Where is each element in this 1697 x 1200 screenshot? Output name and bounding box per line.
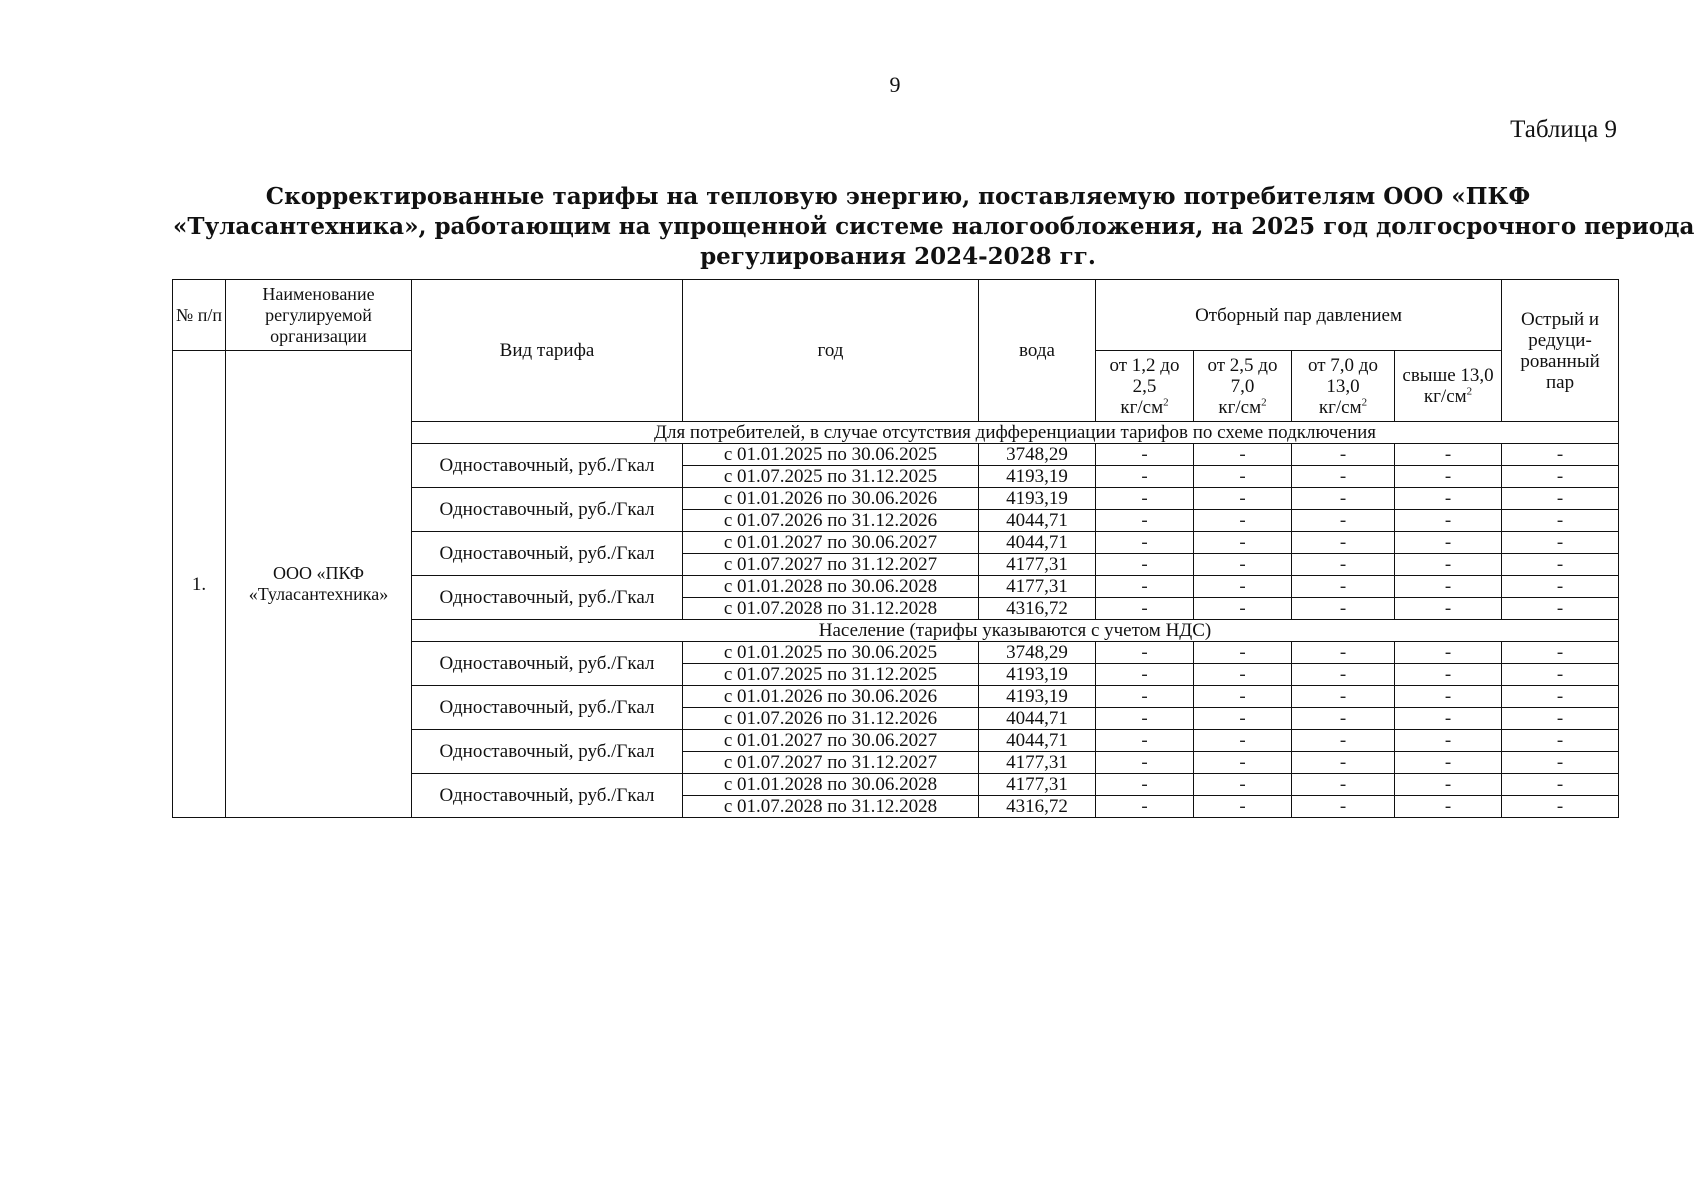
header-year: год — [683, 280, 979, 422]
header-steam-3-range: от 7,0 до 13,0 — [1308, 354, 1378, 397]
empty-value-cell: - — [1194, 444, 1292, 466]
water-value-cell: 4193,19 — [979, 686, 1096, 708]
empty-value-cell: - — [1502, 642, 1619, 664]
empty-value-cell: - — [1502, 510, 1619, 532]
water-value-cell: 4044,71 — [979, 730, 1096, 752]
header-steam-1-unit-exp: 2 — [1163, 396, 1169, 409]
empty-value-cell: - — [1096, 730, 1194, 752]
empty-value-cell: - — [1395, 642, 1502, 664]
empty-value-cell: - — [1194, 510, 1292, 532]
header-sharp-steam: Острый и редуци-рованный пар — [1502, 280, 1619, 422]
water-value-cell: 4316,72 — [979, 796, 1096, 818]
header-steam-2 — [1194, 351, 1292, 422]
empty-value-cell: - — [1292, 730, 1395, 752]
empty-value-cell: - — [1395, 686, 1502, 708]
tariff-type-cell: Одноставочный, руб./Гкал — [412, 576, 683, 620]
header-steam-4 — [1395, 351, 1502, 422]
header-org: Наименование регулируемой организации — [226, 280, 412, 351]
period-cell: с 01.07.2027 по 31.12.2027 — [683, 554, 979, 576]
empty-value-cell: - — [1194, 730, 1292, 752]
period-cell: с 01.07.2028 по 31.12.2028 — [683, 598, 979, 620]
section-title: Для потребителей, в случае отсутствия дифференциации тарифов по схеме подключения — [412, 422, 1619, 444]
period-cell: с 01.01.2027 по 30.06.2027 — [683, 730, 979, 752]
header-steam-2-unit: кг/см — [1218, 396, 1262, 418]
tariff-type-cell: Одноставочный, руб./Гкал — [412, 488, 683, 532]
empty-value-cell: - — [1096, 796, 1194, 818]
section-title: Население (тарифы указываются с учетом НДС) — [412, 620, 1619, 642]
empty-value-cell: - — [1395, 730, 1502, 752]
empty-value-cell: - — [1292, 488, 1395, 510]
empty-value-cell: - — [1502, 752, 1619, 774]
empty-value-cell: - — [1096, 774, 1194, 796]
header-steam-2-range: от 2,5 до 7,0 — [1207, 354, 1278, 397]
empty-value-cell: - — [1292, 444, 1395, 466]
table-label: Таблица 9 — [1510, 116, 1617, 143]
empty-value-cell: - — [1502, 532, 1619, 554]
water-value-cell: 4044,71 — [979, 532, 1096, 554]
water-value-cell: 3748,29 — [979, 642, 1096, 664]
period-cell: с 01.01.2025 по 30.06.2025 — [683, 444, 979, 466]
empty-value-cell: - — [1292, 554, 1395, 576]
empty-value-cell: - — [1292, 598, 1395, 620]
header-tariff-type: Вид тарифа — [412, 280, 683, 422]
tariff-type-cell: Одноставочный, руб./Гкал — [412, 642, 683, 686]
water-value-cell: 4193,19 — [979, 488, 1096, 510]
empty-value-cell: - — [1194, 708, 1292, 730]
empty-value-cell: - — [1395, 708, 1502, 730]
empty-value-cell: - — [1502, 598, 1619, 620]
tariff-type-cell: Одноставочный, руб./Гкал — [412, 774, 683, 818]
empty-value-cell: - — [1096, 510, 1194, 532]
empty-value-cell: - — [1292, 796, 1395, 818]
empty-value-cell: - — [1194, 488, 1292, 510]
empty-value-cell: - — [1395, 664, 1502, 686]
empty-value-cell: - — [1395, 510, 1502, 532]
empty-value-cell: - — [1194, 576, 1292, 598]
water-value-cell: 4177,31 — [979, 774, 1096, 796]
empty-value-cell: - — [1096, 444, 1194, 466]
empty-value-cell: - — [1502, 576, 1619, 598]
water-value-cell: 4193,19 — [979, 466, 1096, 488]
water-value-cell: 4177,31 — [979, 752, 1096, 774]
empty-value-cell: - — [1292, 510, 1395, 532]
tariff-type-cell: Одноставочный, руб./Гкал — [412, 532, 683, 576]
header-steam-4-unit: кг/см — [1423, 386, 1467, 407]
empty-value-cell: - — [1395, 488, 1502, 510]
header-steam-3-unit: кг/см — [1318, 396, 1362, 418]
empty-value-cell: - — [1096, 642, 1194, 664]
empty-value-cell: - — [1502, 730, 1619, 752]
water-value-cell: 3748,29 — [979, 444, 1096, 466]
document-title — [173, 182, 1695, 272]
empty-value-cell: - — [1292, 774, 1395, 796]
title-line-2: «Туласантехника», работающим на упрощенной системе налогообложения, на 2025 год долгосрочного периода — [173, 213, 1695, 240]
title-line-1: Скорректированные тарифы на тепловую энергию, поставляемую потребителям ООО «ПКФ — [265, 183, 1531, 210]
empty-value-cell: - — [1395, 576, 1502, 598]
tariff-type-cell: Одноставочный, руб./Гкал — [412, 444, 683, 488]
empty-value-cell: - — [1292, 752, 1395, 774]
page-number: 9 — [889, 72, 901, 97]
empty-value-cell: - — [1096, 708, 1194, 730]
header-steam-2-unit-exp: 2 — [1261, 396, 1267, 409]
header-water: вода — [979, 280, 1096, 422]
empty-value-cell: - — [1395, 752, 1502, 774]
header-steam-4-range: свыше 13,0 — [1402, 365, 1494, 386]
period-cell: с 01.07.2025 по 31.12.2025 — [683, 664, 979, 686]
empty-value-cell: - — [1194, 686, 1292, 708]
empty-value-cell: - — [1096, 598, 1194, 620]
empty-value-cell: - — [1096, 576, 1194, 598]
empty-value-cell: - — [1194, 598, 1292, 620]
header-steam-3 — [1292, 351, 1395, 422]
period-cell: с 01.01.2028 по 30.06.2028 — [683, 774, 979, 796]
empty-value-cell: - — [1292, 642, 1395, 664]
header-steam-4-unit-exp: 2 — [1466, 385, 1473, 398]
water-value-cell: 4193,19 — [979, 664, 1096, 686]
header-steam-1-unit: кг/см — [1120, 396, 1164, 418]
empty-value-cell: - — [1194, 774, 1292, 796]
period-cell: с 01.07.2027 по 31.12.2027 — [683, 752, 979, 774]
header-num: № п/п — [173, 280, 226, 351]
tariff-type-cell: Одноставочный, руб./Гкал — [412, 730, 683, 774]
period-cell: с 01.07.2026 по 31.12.2026 — [683, 510, 979, 532]
water-value-cell: 4177,31 — [979, 554, 1096, 576]
header-steam-1 — [1096, 351, 1194, 422]
empty-value-cell: - — [1292, 466, 1395, 488]
empty-value-cell: - — [1096, 686, 1194, 708]
empty-value-cell: - — [1502, 554, 1619, 576]
tariff-type-cell: Одноставочный, руб./Гкал — [412, 686, 683, 730]
empty-value-cell: - — [1194, 466, 1292, 488]
empty-value-cell: - — [1502, 774, 1619, 796]
empty-value-cell: - — [1096, 488, 1194, 510]
empty-value-cell: - — [1395, 774, 1502, 796]
period-cell: с 01.07.2026 по 31.12.2026 — [683, 708, 979, 730]
empty-value-cell: - — [1502, 444, 1619, 466]
empty-value-cell: - — [1395, 466, 1502, 488]
water-value-cell: 4044,71 — [979, 708, 1096, 730]
period-cell: с 01.01.2026 по 30.06.2026 — [683, 488, 979, 510]
empty-value-cell: - — [1395, 796, 1502, 818]
empty-value-cell: - — [1395, 532, 1502, 554]
empty-value-cell: - — [1292, 708, 1395, 730]
water-value-cell: 4044,71 — [979, 510, 1096, 532]
empty-value-cell: - — [1395, 444, 1502, 466]
period-cell: с 01.07.2025 по 31.12.2025 — [683, 466, 979, 488]
period-cell: с 01.01.2028 по 30.06.2028 — [683, 576, 979, 598]
empty-value-cell: - — [1194, 664, 1292, 686]
empty-value-cell: - — [1096, 664, 1194, 686]
empty-value-cell: - — [1292, 664, 1395, 686]
empty-value-cell: - — [1502, 466, 1619, 488]
period-cell: с 01.01.2026 по 30.06.2026 — [683, 686, 979, 708]
empty-value-cell: - — [1502, 708, 1619, 730]
empty-value-cell: - — [1502, 796, 1619, 818]
empty-value-cell: - — [1194, 796, 1292, 818]
period-cell: с 01.01.2027 по 30.06.2027 — [683, 532, 979, 554]
empty-value-cell: - — [1502, 686, 1619, 708]
header-steam-3-unit-exp: 2 — [1361, 396, 1368, 409]
period-cell: с 01.07.2028 по 31.12.2028 — [683, 796, 979, 818]
empty-value-cell: - — [1096, 466, 1194, 488]
empty-value-cell: - — [1096, 752, 1194, 774]
empty-value-cell: - — [1194, 532, 1292, 554]
empty-value-cell: - — [1395, 598, 1502, 620]
empty-value-cell: - — [1194, 642, 1292, 664]
empty-value-cell: - — [1096, 532, 1194, 554]
organization-name: ООО «ПКФ «Туласантехника» — [226, 351, 412, 818]
empty-value-cell: - — [1292, 576, 1395, 598]
empty-value-cell: - — [1292, 532, 1395, 554]
empty-value-cell: - — [1194, 554, 1292, 576]
tariff-table — [172, 279, 1619, 818]
empty-value-cell: - — [1292, 686, 1395, 708]
row-number: 1. — [173, 351, 226, 818]
header-steam-group: Отборный пар давлением — [1096, 280, 1502, 351]
empty-value-cell: - — [1096, 554, 1194, 576]
empty-value-cell: - — [1502, 664, 1619, 686]
title-line-3: регулирования 2024-2028 гг. — [700, 243, 1096, 270]
header-steam-1-range: от 1,2 до 2,5 — [1109, 354, 1180, 397]
water-value-cell: 4316,72 — [979, 598, 1096, 620]
period-cell: с 01.01.2025 по 30.06.2025 — [683, 642, 979, 664]
empty-value-cell: - — [1395, 554, 1502, 576]
water-value-cell: 4177,31 — [979, 576, 1096, 598]
empty-value-cell: - — [1194, 752, 1292, 774]
empty-value-cell: - — [1502, 488, 1619, 510]
